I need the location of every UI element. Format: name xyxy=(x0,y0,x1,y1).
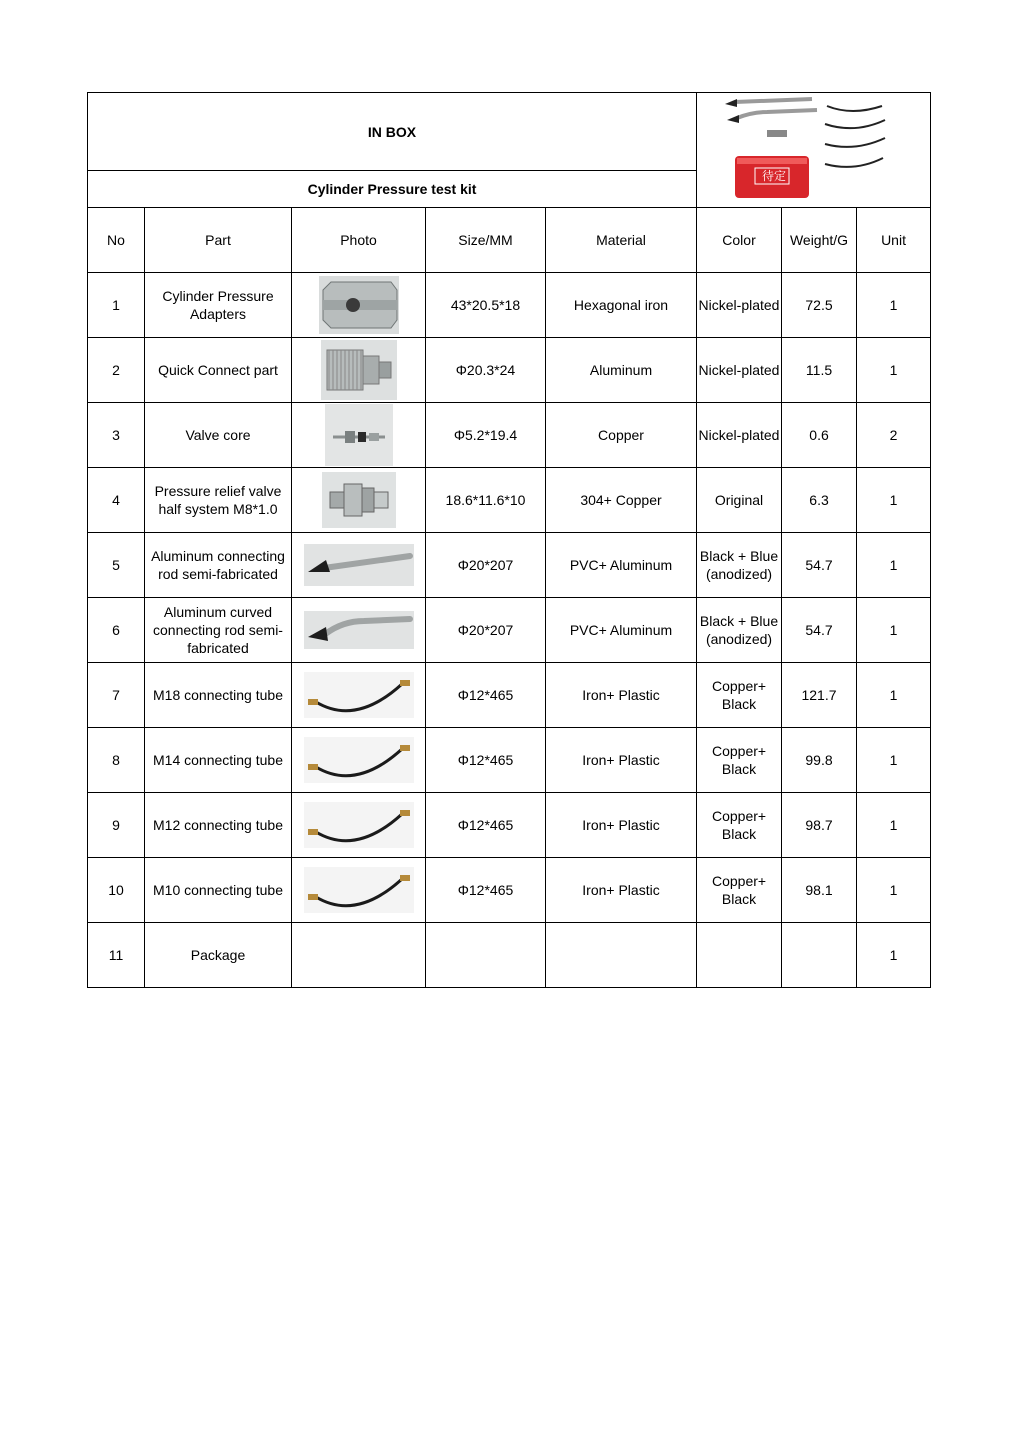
quick-connect-photo xyxy=(292,340,425,400)
kit-case-label: 待定 xyxy=(762,168,787,183)
unit-cell: 1 xyxy=(857,338,931,403)
material-cell: Iron+ Plastic xyxy=(546,728,697,793)
valve-core-photo xyxy=(292,404,425,466)
size-cell: Φ5.2*19.4 xyxy=(426,403,546,468)
material-cell: PVC+ Aluminum xyxy=(546,598,697,663)
col-header: Photo xyxy=(292,208,426,273)
col-header: Color xyxy=(697,208,782,273)
photo-cell xyxy=(292,533,426,598)
photo-cell xyxy=(292,923,426,988)
color-cell: Nickel-plated xyxy=(697,273,782,338)
unit-cell: 1 xyxy=(857,793,931,858)
col-header: No xyxy=(88,208,145,273)
no-cell: 3 xyxy=(88,403,145,468)
part-cell: M14 connecting tube xyxy=(145,728,292,793)
unit-cell: 1 xyxy=(857,598,931,663)
unit-cell: 2 xyxy=(857,403,931,468)
size-cell: Φ20*207 xyxy=(426,598,546,663)
material-cell: Iron+ Plastic xyxy=(546,663,697,728)
size-cell: Φ12*465 xyxy=(426,858,546,923)
inventory-table xyxy=(87,92,931,988)
photo-cell xyxy=(292,663,426,728)
material-cell xyxy=(546,923,697,988)
photo-cell xyxy=(292,793,426,858)
table-row xyxy=(88,858,931,923)
color-cell xyxy=(697,923,782,988)
material-cell: 304+ Copper xyxy=(546,468,697,533)
part-cell: Quick Connect part xyxy=(145,338,292,403)
material-cell: Hexagonal iron xyxy=(546,273,697,338)
size-cell: Φ12*465 xyxy=(426,728,546,793)
part-cell: Cylinder Pressure Adapters xyxy=(145,273,292,338)
curved-rod-photo xyxy=(292,611,425,649)
unit-cell: 1 xyxy=(857,663,931,728)
unit-cell: 1 xyxy=(857,923,931,988)
photo-cell xyxy=(292,598,426,663)
table-row xyxy=(88,598,931,663)
part-cell: M18 connecting tube xyxy=(145,663,292,728)
no-cell: 9 xyxy=(88,793,145,858)
color-cell: Copper+ Black xyxy=(697,793,782,858)
hose-photo xyxy=(292,737,425,783)
table-row xyxy=(88,923,931,988)
part-cell: Package xyxy=(145,923,292,988)
hose-photo xyxy=(292,867,425,913)
weight-cell: 0.6 xyxy=(782,403,857,468)
photo-cell xyxy=(292,728,426,793)
hose-photo xyxy=(292,802,425,848)
photo-cell xyxy=(292,273,426,338)
material-cell: Aluminum xyxy=(546,338,697,403)
table-row xyxy=(88,728,931,793)
size-cell: Φ12*465 xyxy=(426,663,546,728)
col-header: Part xyxy=(145,208,292,273)
size-cell: Φ20.3*24 xyxy=(426,338,546,403)
page-title: IN BOX xyxy=(88,93,697,171)
photo-cell xyxy=(292,468,426,533)
part-cell: Valve core xyxy=(145,403,292,468)
unit-cell: 1 xyxy=(857,858,931,923)
col-header: Weight/G xyxy=(782,208,857,273)
table-row xyxy=(88,403,931,468)
weight-cell: 99.8 xyxy=(782,728,857,793)
weight-cell: 98.7 xyxy=(782,793,857,858)
unit-cell: 1 xyxy=(857,273,931,338)
color-cell: Black + Blue (anodized) xyxy=(697,598,782,663)
no-cell: 5 xyxy=(88,533,145,598)
photo-cell xyxy=(292,403,426,468)
photo-cell xyxy=(292,858,426,923)
weight-cell: 11.5 xyxy=(782,338,857,403)
col-header: Material xyxy=(546,208,697,273)
no-cell: 6 xyxy=(88,598,145,663)
weight-cell: 54.7 xyxy=(782,598,857,663)
weight-cell: 121.7 xyxy=(782,663,857,728)
unit-cell: 1 xyxy=(857,533,931,598)
table-row xyxy=(88,468,931,533)
hose-photo xyxy=(292,672,425,718)
material-cell: Iron+ Plastic xyxy=(546,858,697,923)
table-row xyxy=(88,663,931,728)
color-cell: Original xyxy=(697,468,782,533)
material-cell: Copper xyxy=(546,403,697,468)
color-cell: Copper+ Black xyxy=(697,663,782,728)
part-cell: Aluminum connecting rod semi-fabricated xyxy=(145,533,292,598)
no-cell: 4 xyxy=(88,468,145,533)
straight-rod-photo xyxy=(292,544,425,586)
table-row xyxy=(88,273,931,338)
weight-cell: 72.5 xyxy=(782,273,857,338)
no-cell: 11 xyxy=(88,923,145,988)
size-cell xyxy=(426,923,546,988)
color-cell: Copper+ Black xyxy=(697,728,782,793)
no-cell: 10 xyxy=(88,858,145,923)
no-cell: 2 xyxy=(88,338,145,403)
photo-cell xyxy=(292,338,426,403)
table-header-row xyxy=(88,208,931,273)
part-cell: Aluminum curved connecting rod semi-fabricated xyxy=(145,598,292,663)
hex-adapter-photo xyxy=(292,276,425,334)
color-cell: Copper+ Black xyxy=(697,858,782,923)
color-cell: Black + Blue (anodized) xyxy=(697,533,782,598)
col-header: Size/MM xyxy=(426,208,546,273)
material-cell: PVC+ Aluminum xyxy=(546,533,697,598)
part-cell: M10 connecting tube xyxy=(145,858,292,923)
page-subtitle: Cylinder Pressure test kit xyxy=(88,171,697,208)
size-cell: Φ20*207 xyxy=(426,533,546,598)
unit-cell: 1 xyxy=(857,728,931,793)
no-cell: 8 xyxy=(88,728,145,793)
color-cell: Nickel-plated xyxy=(697,338,782,403)
color-cell: Nickel-plated xyxy=(697,403,782,468)
kit-overview-photo xyxy=(697,94,930,207)
size-cell: Φ12*465 xyxy=(426,793,546,858)
table-row xyxy=(88,793,931,858)
material-cell: Iron+ Plastic xyxy=(546,793,697,858)
part-cell: Pressure relief valve half system M8*1.0 xyxy=(145,468,292,533)
kit-overview-photo-cell xyxy=(697,93,931,208)
unit-cell: 1 xyxy=(857,468,931,533)
weight-cell xyxy=(782,923,857,988)
size-cell: 43*20.5*18 xyxy=(426,273,546,338)
size-cell: 18.6*11.6*10 xyxy=(426,468,546,533)
table-row xyxy=(88,533,931,598)
weight-cell: 98.1 xyxy=(782,858,857,923)
no-cell: 1 xyxy=(88,273,145,338)
no-cell: 7 xyxy=(88,663,145,728)
table-row xyxy=(88,338,931,403)
relief-valve-photo xyxy=(292,472,425,528)
col-header: Unit xyxy=(857,208,931,273)
weight-cell: 54.7 xyxy=(782,533,857,598)
weight-cell: 6.3 xyxy=(782,468,857,533)
part-cell: M12 connecting tube xyxy=(145,793,292,858)
